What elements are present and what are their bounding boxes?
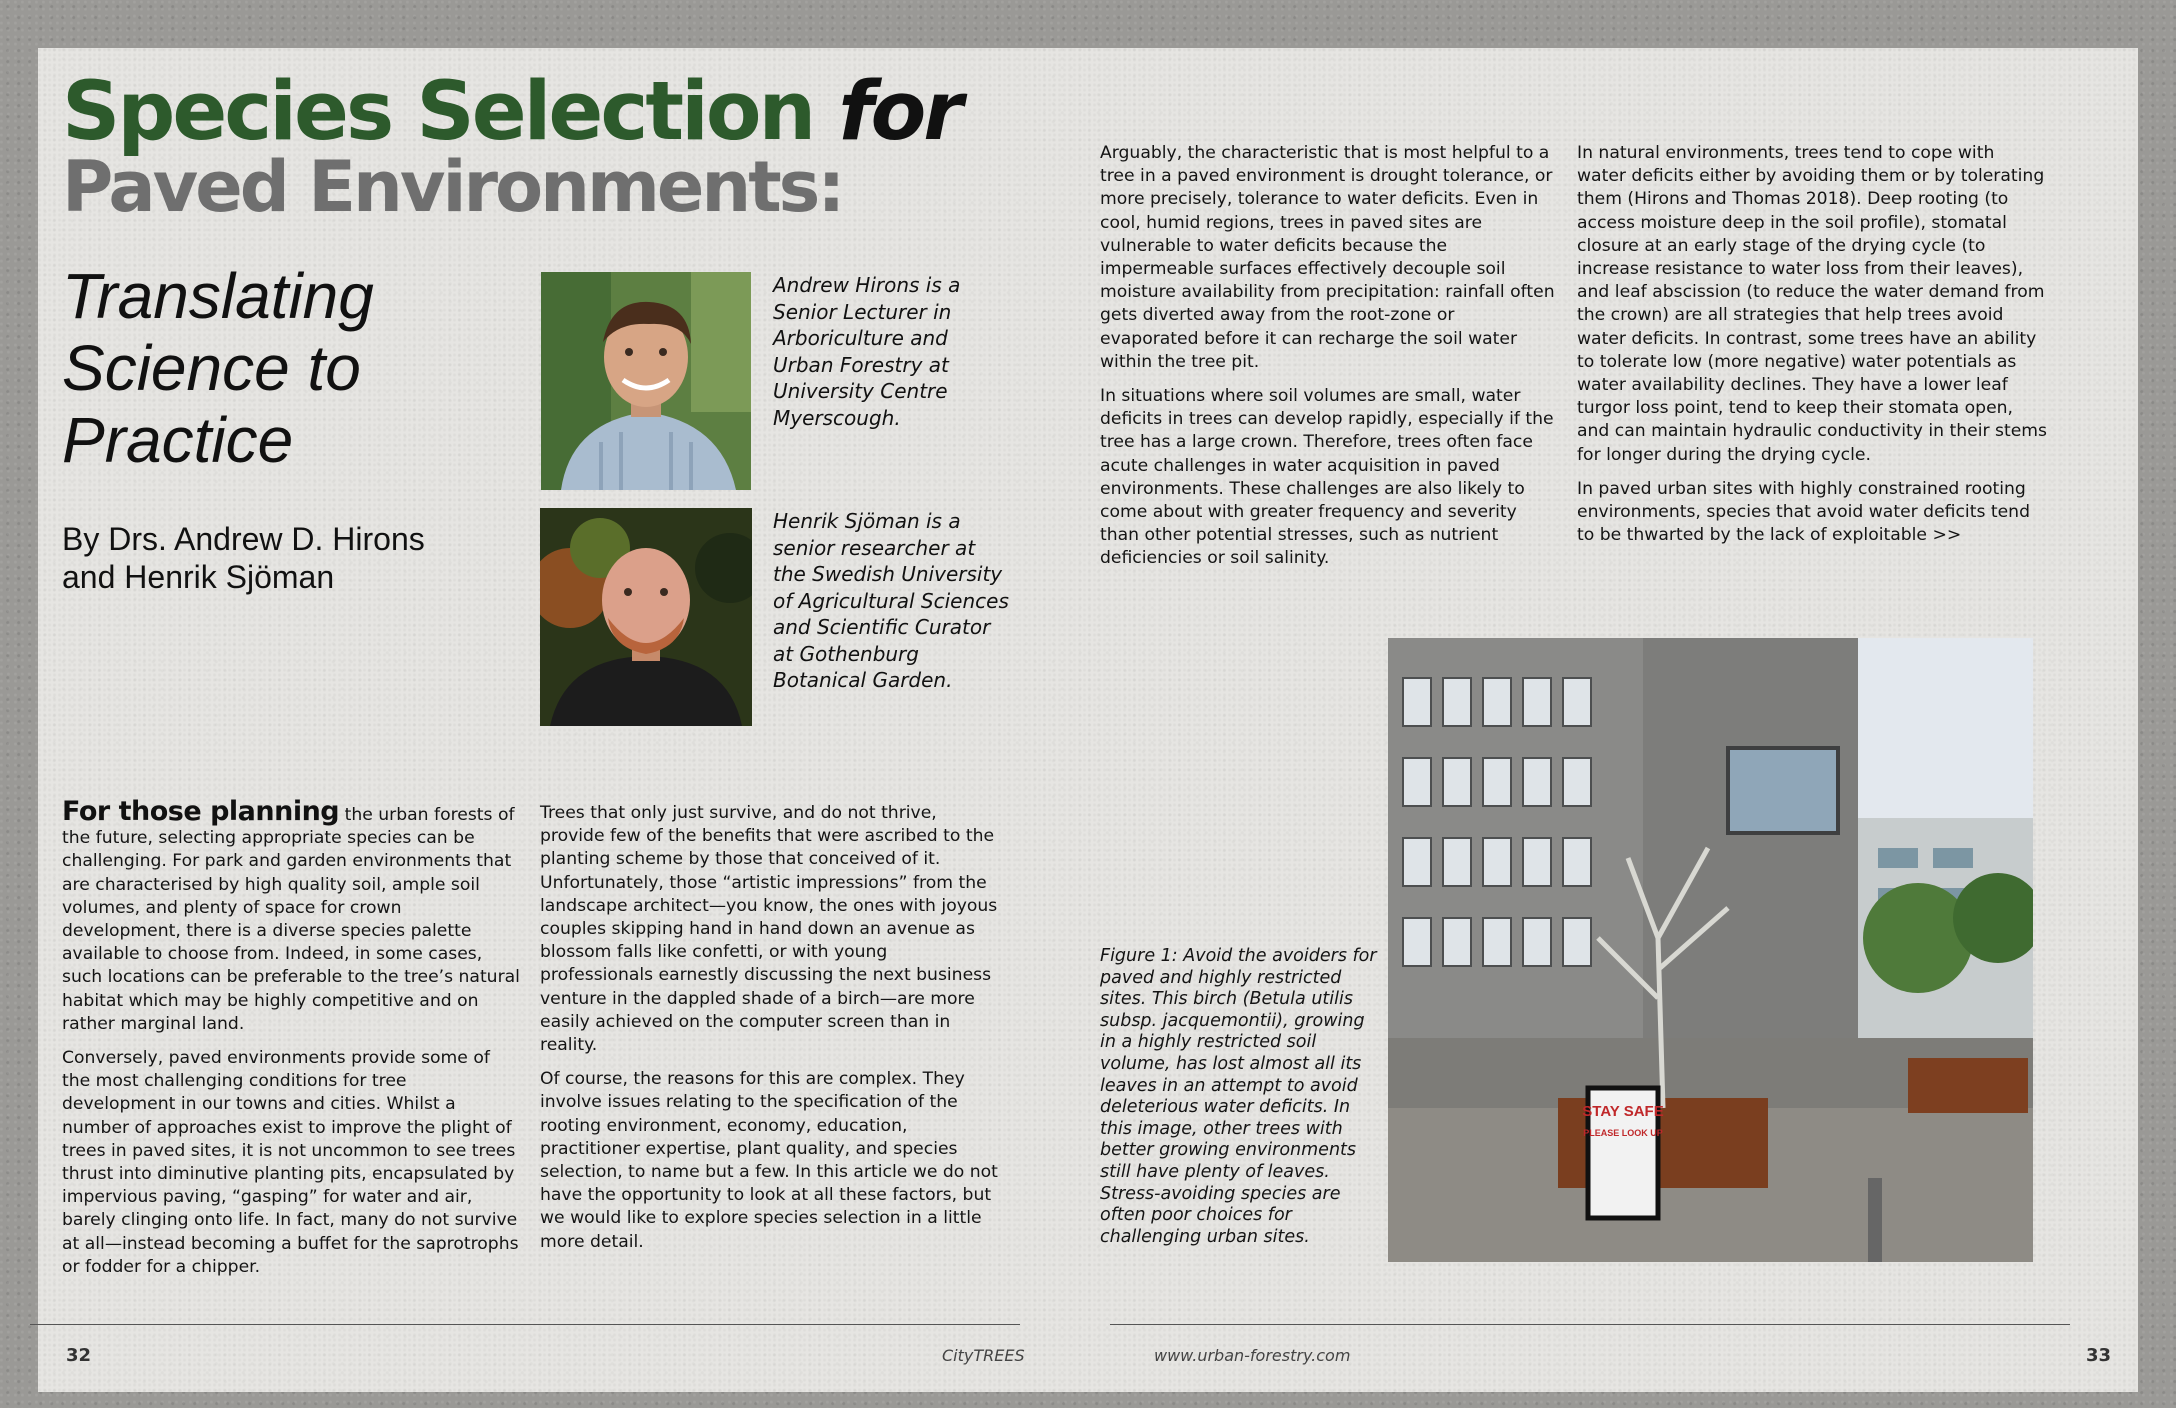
author-photo-andrew-hirons <box>541 272 751 490</box>
byline: By Drs. Andrew D. Hirons and Henrik Sjöman <box>62 521 425 595</box>
body-column-1 <box>62 796 522 1290</box>
paragraph: Of course, the reasons for this are complex. They involve issues relating to the specification of the rooting environment, economy, education, practitioner expertise, plant quality, and species selection, to name but a few. In this article we do not have the opportunity to look at all these factors, but we would like to explore species selection in a little more detail. <box>540 1069 998 1252</box>
author-bio-andrew-hirons: Andrew Hirons is a Senior Lecturer in Arboriculture and Urban Forestry at University Centre Myerscough. <box>773 273 961 430</box>
author-bio-henrik-sjoman: Henrik Sjöman is a senior researcher at the Swedish University of Agricultural Sciences and Scientific Curator at Gothenburg Botanical Garden. <box>773 509 1009 692</box>
footer-rule-left <box>30 1324 1020 1325</box>
paragraph <box>62 796 522 1036</box>
title-part-2: for <box>838 65 961 159</box>
sign-text-2: PLEASE LOOK UP <box>1583 1128 1663 1138</box>
title-part-1: Species Selection <box>62 65 814 159</box>
paragraph: Conversely, paved environments provide some of the most challenging conditions for tree development in our towns and cities. Whilst a number of approaches exist to improve the plight of trees in paved sites, it is not uncommon to see trees thrust into diminutive planting pits, encapsulated by impervious paving, “gasping” for water and air, barely clinging onto life. In fact, many do not survive at all—instead becoming a buffet for the saprotrophs or fodder for a chipper. <box>62 1048 519 1277</box>
author-photo-henrik-sjoman <box>540 508 752 726</box>
paragraph: In paved urban sites with highly constrained rooting environments, species that avoid water deficits tend to be thwarted by the lack of exploitable >> <box>1577 478 2030 546</box>
page-number-left: 32 <box>66 1345 92 1366</box>
figure-caption: Figure 1: Avoid the avoiders for paved and highly restricted sites. This birch (Betula utilis subsp. jacquemontii), growing in a highly restricted soil volume, has lost almost all its leaves in an attempt to avoid deleterious water deficits. In this image, other trees with better growing environments still have plenty of leaves. Stress-avoiding species are often poor choices for challenging urban sites. <box>1100 946 1377 1247</box>
paragraph: Arguably, the characteristic that is most helpful to a tree in a paved environment is drought tolerance, or more precisely, tolerance to water deficits. Even in cool, humid regions, trees in paved sites are vulnerable to water deficits because the impermeable surfaces effectively decouple soil moisture availability from precipitation: rainfall often gets diverted away from the root-zone or evaporated before it can recharge the soil water within the tree pit. <box>1100 143 1555 372</box>
body-column-2 <box>540 802 1000 1265</box>
portrait-illustration <box>541 272 751 490</box>
article-title <box>62 65 961 159</box>
page-number-right: 33 <box>2086 1345 2112 1366</box>
figure-photo-urban-birch <box>1388 638 2033 1262</box>
paragraph-text: the urban forests of the future, selecting appropriate species can be challenging. For park and garden environments that are characterised by high quality soil, ample soil volumes, and plenty of space for crown development, there is a diverse species palette available to choose from. Indeed, in some cases, such locations can be preferable to the tree’s natural habitat which may be highly competitive and on rather marginal land. <box>62 805 520 1034</box>
body-column-3 <box>1100 142 1556 582</box>
lead-in: For those planning <box>62 796 340 827</box>
article-title-line-2: Paved Environments: <box>62 146 843 228</box>
paragraph: In situations where soil volumes are small, water deficits in trees can develop rapidly, especially if the tree has a large crown. Therefore, trees often face acute challenges in water acquisition in paved environments. These challenges are also likely to come about with greater frequency and severity than other potential stresses, such as nutrient deficiencies or soil salinity. <box>1100 386 1554 569</box>
footer-rule-right <box>1110 1324 2070 1325</box>
paragraph: Trees that only just survive, and do not thrive, provide few of the benefits that were ascribed to the planting scheme by those that conceived of it. Unfortunately, those “artistic impressions” from the landscape architect—you know, the ones with joyous couples skipping hand in hand down an avenue as blossom falls like confetti, or with young professionals earnestly discussing the next business venture in the dappled shade of a birch—are more easily achieved on the computer screen than in reality. <box>540 803 998 1056</box>
sign-text-1: STAY SAFE <box>1582 1103 1664 1120</box>
article-subtitle: Translating Science to Practice <box>62 260 374 476</box>
magazine-name: CityTREES <box>942 1346 1025 1365</box>
portrait-illustration <box>540 508 752 726</box>
body-column-4 <box>1577 142 2047 558</box>
website-url: www.urban-forestry.com <box>1154 1346 1351 1365</box>
street-scene-illustration <box>1388 638 2033 1262</box>
paragraph: In natural environments, trees tend to cope with water deficits either by avoiding them or by tolerating them (Hirons and Thomas 2018). Deep rooting (to access moisture deep in the soil profile), stomatal closure at an early stage of the drying cycle (to increase resistance to water loss from their leaves), and leaf abscission (to reduce the water demand from the crown) are all strategies that help trees avoid water deficits. In contrast, some trees have an ability to tolerate low (more negative) water potentials as water availability declines. They have a lower leaf turgor loss point, tend to keep their stomata open, and can maintain hydraulic conductivity in their stems for longer during the drying cycle. <box>1577 143 2047 465</box>
